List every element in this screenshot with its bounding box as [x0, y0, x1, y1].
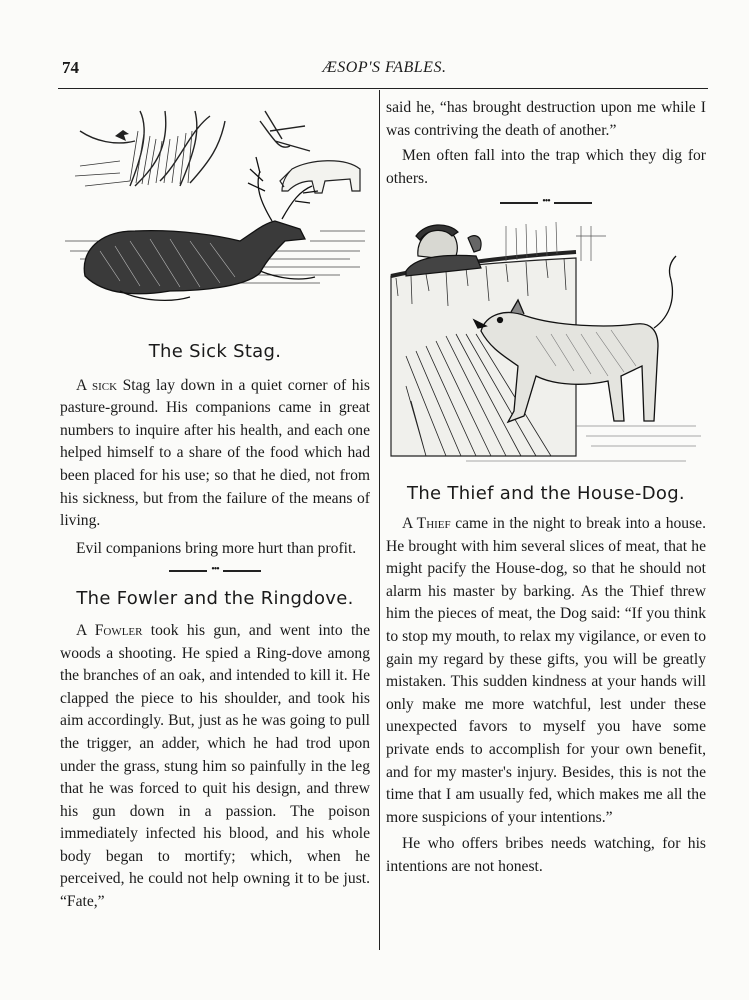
sick-stag-illustration — [60, 91, 370, 331]
text-fowler: took his gun, and went into the woods a shooting. He spied a Ring-dove among the branches of an oak, and intended to kill it. He clapped the piece to his shoulder, and took his aim accordingly. But, just as he was going to pull the trigger, an adder, which he had trod upon under the grass, stung him so painfully in the leg that he was forced to quit his design, and threw his gun down in a passion. The poison immediately infected his blood, and his whole body began to mortify; which, when he perceived, he could not help owning it to be just. “Fate,” — [60, 621, 370, 911]
right-column — [386, 97, 706, 878]
page-number: 74 — [62, 58, 79, 77]
continuation-fowler: said he, “has brought destruction upon me while I was contriving the death of another.” — [386, 99, 706, 139]
moral-fowler: Men often fall into the trap which they dig for others. — [386, 147, 706, 187]
page-header — [62, 58, 707, 80]
thief-figure — [406, 225, 481, 276]
section-ornament: ••• — [169, 566, 261, 576]
moral-sick-stag: Evil companions bring more hurt than profit. — [76, 539, 357, 557]
header-rule — [58, 88, 708, 89]
dropcap-sick-stag: A sick — [76, 376, 118, 394]
column-divider — [379, 90, 380, 950]
moral-thief: He who offers bribes needs watching, for his intentions are not honest. — [386, 835, 706, 875]
title-thief: The Thief and the House-Dog. — [407, 483, 685, 505]
body-sick-stag — [60, 375, 370, 533]
thief-dog-illustration — [386, 216, 706, 471]
title-sick-stag: The Sick Stag. — [148, 341, 282, 362]
dropcap-thief: A Thief — [402, 514, 451, 532]
bird-shape — [115, 130, 129, 141]
section-ornament: ••• — [500, 198, 592, 208]
dropcap-fowler: A Fowler — [76, 621, 143, 639]
tree-trunks — [80, 111, 310, 186]
running-title: ÆSOP'S FABLES. — [322, 59, 447, 76]
text-thief: came in the night to break into a house. He brought with him several slices of meat, that he might pacify the House-dog, so that he should not alarm his master by barking. As the Thief threw him the pieces of meat, the Dog said: “If you think to stop my mouth, to relax my vigilance, or even to gain my regard by these gifts, you will be greatly mistaken. This sudden kindness at your hands will only make me more watchful, lest under these unexpected favors to myself you have some private ends to accomplish for your own benefit, and for my master's injury. Besides, this is not the time that I am usually fed, which makes me all the more suspicions of your intentions.” — [386, 514, 706, 826]
left-column — [60, 91, 370, 914]
title-fowler: The Fowler and the Ringdove. — [76, 588, 354, 610]
cow-background — [280, 161, 360, 193]
body-fowler — [60, 620, 370, 914]
body-thief — [386, 513, 706, 829]
text-sick-stag: Stag lay down in a quiet corner of his pasture-ground. His companions came in great numbers to inquire after his health, and each one helped himself to a share of the food which had been placed for his use; so that he died, not from his sickness, but from the failure of the means of living. — [60, 376, 370, 530]
